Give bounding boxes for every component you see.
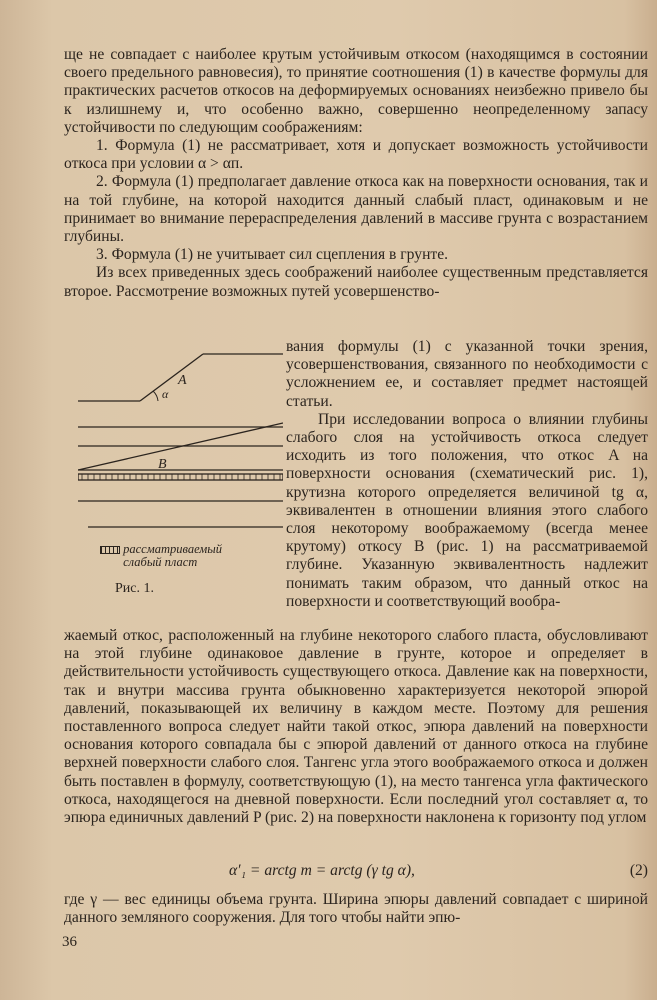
slope-a-line bbox=[140, 354, 203, 401]
paragraph: жаемый откос, расположенный на глубине некоторого слабого пласта, обусловливают на этой глубине одинаковое давление в грунте, которое и определяет в действительности устойчивость существующего откоса. Давление как на поверхности, так и внутри массива грунта обыкновенно характеризуется некоторой эпюрой давлений, показывающей их величину в каждом месте. Поэтому для решения поставленного вопроса следует найти такой откос, эпюра давлений на поверхности основания которого совпадала бы с эпюрой давлений от данного откоса на глубине верхней поверхности слабого слоя. Тангенс угла этого воображаемого откоса и должен быть поставлен в формулу, соответствующую (1), на место тангенса угла фактического откоса, находящегося на дневной поверхности. Если последний угол составляет α, то эпюра единичных давлений P (рис. 2) на поверхности наклонена к горизонту под углом bbox=[64, 627, 648, 827]
page-number: 36 bbox=[62, 934, 77, 950]
paragraph: 2. Формула (1) предполагает давление откоса как на поверхности основания, так и на той глубине, на которой находится данный слабый пласт, одинаковым и не принимает во внимание перераспределения давлений в массиве грунта с возрастанием глубины. bbox=[64, 173, 648, 246]
figure-caption: Рис. 1. bbox=[115, 581, 154, 596]
label-a: A bbox=[178, 373, 187, 388]
angle-arc bbox=[153, 391, 158, 401]
paragraph: Из всех приведенных здесь соображений наиболее существенным представляется второе. Рассмотрение возможных путей усовершенство- bbox=[64, 264, 648, 300]
paragraph: При исследовании вопроса о влиянии глубины слабого слоя на устойчивость откоса следует исходить из того положения, что откос A на поверхности основания (схематический рис. 1), крутизна которого определяется величиной tg α, эквивалентен в отношении влияния этого слабого слоя некоторому воображаемому (всегда менее крутому) откосу B (рис. 1) на рассматриваемой глубине. Указанную эквивалентность надлежит понимать таким образом, что данный откос на поверхности и соответствующий вообра- bbox=[286, 410, 648, 610]
bottom-text-block bbox=[64, 627, 648, 827]
hatch-swatch-icon bbox=[100, 546, 120, 554]
formula-2 bbox=[64, 862, 648, 884]
paragraph: где γ — вес единицы объема грунта. Ширина эпюры давлений совпадает с шириной данного земляного сооружения. Для того чтобы найти эпю- bbox=[64, 891, 648, 927]
label-alpha: α bbox=[162, 387, 169, 401]
wrapped-text-block bbox=[286, 338, 648, 611]
figure-legend bbox=[100, 543, 233, 569]
paragraph: 3. Формула (1) не учитывает сил сцепления в грунте. bbox=[96, 246, 449, 264]
formula-expression: α′₁ = arctg m = arctg (γ tg α), bbox=[229, 862, 415, 879]
paragraph: ще не совпадает с наиболее крутым устойчивым откосом (находящимся в состоянии своего предельного равновесия), то принятие соотношения (1) в качестве формулы для практических расчетов откосов на деформируемых основаниях неизбежно привело бы к излишнему и, что особенно важно, совершенно неопределенному запасу устойчивости по следующим соображениям: bbox=[64, 46, 648, 136]
formula-number: (2) bbox=[629, 862, 648, 879]
paragraph: 1. Формула (1) не рассматривает, хотя и допускает возможность устойчивости откоса при условии α > αп. bbox=[64, 137, 648, 173]
paragraph: вания формулы (1) с указанной точки зрения, усовершенствования, связанного по необходимости с усложнением ее, и составляет предмет настоящей статьи. bbox=[286, 338, 648, 410]
top-text-block bbox=[64, 46, 648, 301]
legend-text: рассматриваемый слабый пласт bbox=[123, 542, 222, 569]
after-formula-text bbox=[64, 891, 648, 927]
weak-layer-band bbox=[78, 474, 283, 480]
label-b: B bbox=[158, 457, 167, 472]
